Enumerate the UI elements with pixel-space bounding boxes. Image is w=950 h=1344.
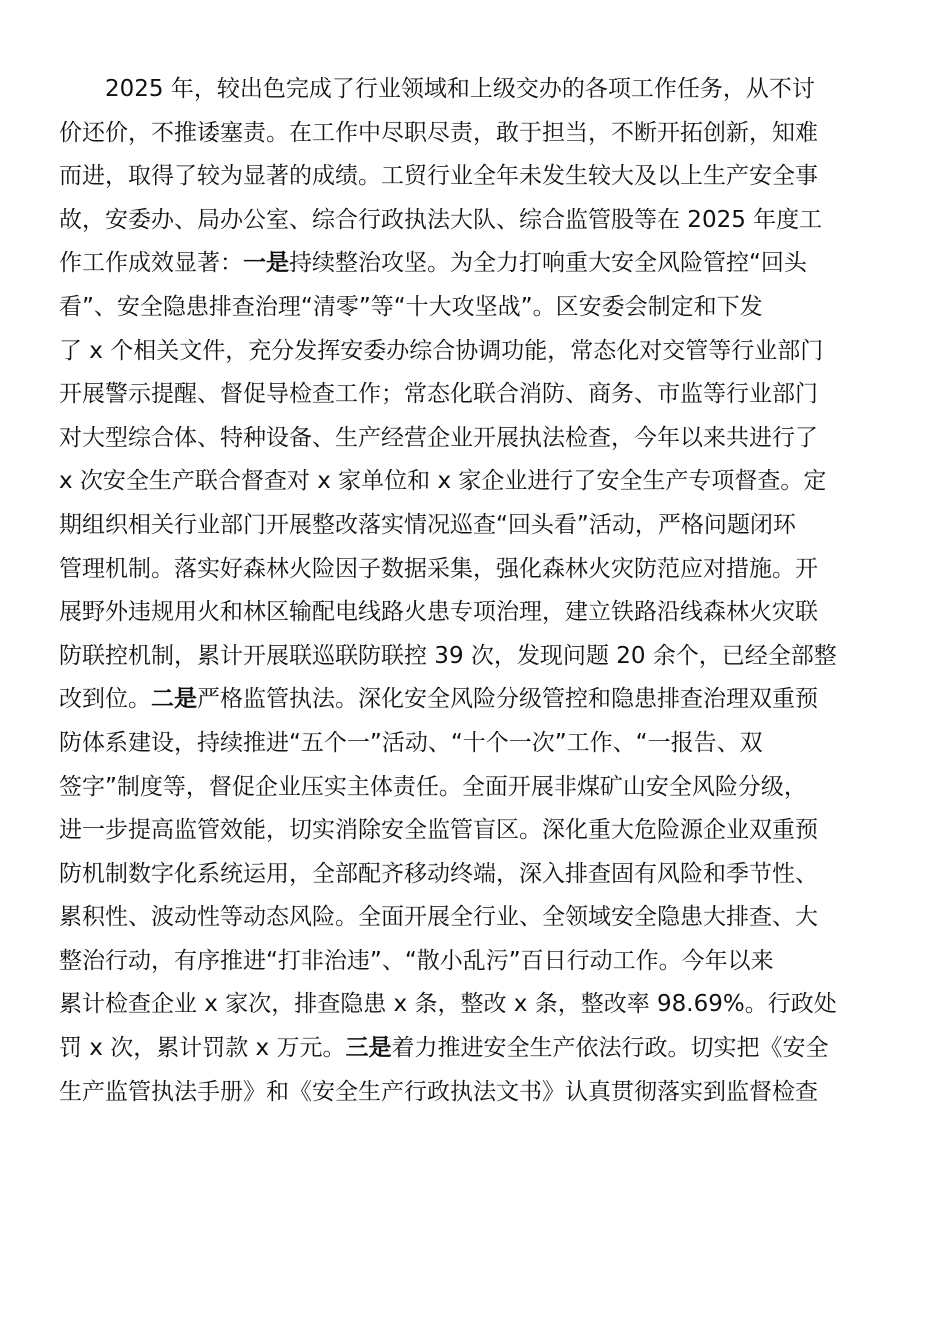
text-line: 整治行动，有序推进“打非治违”、“散小乱污”百日行动工作。今年以来: [59, 947, 774, 974]
text-line: 故，安委办、局办公室、综合行政执法大队、综合监管股等在 2025 年度工: [59, 206, 823, 233]
text-line: 展野外违规用火和林区输配电线路火患专项治理，建立铁路沿线森林火灾联: [59, 599, 818, 626]
text-line: 2025 年，较出色完成了行业领域和上级交办的各项工作任务，从不讨: [105, 76, 815, 102]
section-marker-3: 三是: [345, 1035, 392, 1062]
text-line: 累积性、波动性等动态风险。全面开展全行业、全领域安全隐患大排查、大: [59, 904, 818, 931]
text-line: 价还价，不推诿塞责。在工作中尽职尽责，敢于担当，不断开拓创新，知难: [59, 119, 818, 146]
body-paragraph: [59, 68, 889, 1114]
section-marker-1: 一是: [243, 250, 289, 277]
text-line: 而进，取得了较为显著的成绩。工贸行业全年未发生较大及以上生产安全事: [59, 163, 818, 190]
text-line: 作工作成效显著：一是持续整治攻坚。为全力打响重大安全风险管控“回头: [59, 250, 807, 277]
text-line: 罚 x 次，累计罚款 x 万元。三是着力推进安全生产依法行政。切实把《安全: [59, 1035, 829, 1062]
text-line: 防体系建设，持续推进“五个一”活动、“十个一次”工作、“一报告、双: [59, 729, 763, 756]
text-line: 进一步提高监管效能，切实消除安全监管盲区。深化重大危险源企业双重预: [59, 817, 818, 844]
text-line: x 次安全生产联合督查对 x 家单位和 x 家企业进行了安全生产专项督查。定: [59, 468, 827, 495]
text-line: 签字”制度等，督促企业压实主体责任。全面开展非煤矿山安全风险分级，: [59, 773, 807, 800]
text-line: 开展警示提醒、督促导检查工作；常态化联合消防、商务、市监等行业部门: [59, 381, 818, 408]
text-line: 了 x 个相关文件，充分发挥安委办综合协调功能，常态化对交管等行业部门: [59, 337, 824, 364]
text-line: 改到位。二是严格监管执法。深化安全风险分级管控和隐患排查治理双重预: [59, 686, 818, 713]
text-line: 生产监管执法手册》和《安全生产行政执法文书》认真贯彻落实到监督检查: [59, 1078, 818, 1105]
section-marker-2: 二是: [151, 686, 197, 713]
text-line: 累计检查企业 x 家次，排查隐患 x 条，整改 x 条，整改率 98.69%。行政处: [59, 991, 837, 1018]
text-line: 防联控机制，累计开展联巡联防联控 39 次，发现问题 20 余个，已经全部整: [59, 642, 837, 669]
text-line: 期组织相关行业部门开展整改落实情况巡查“回头看”活动，严格问题闭环: [59, 511, 796, 538]
text-line: 防机制数字化系统运用，全部配齐移动终端，深入排查固有风险和季节性、: [59, 860, 818, 887]
text-line: 对大型综合体、特种设备、生产经营企业开展执法检查，今年以来共进行了: [59, 424, 818, 451]
text-line: 看”、安全隐患排查治理“清零”等“十大攻坚战”。区安委会制定和下发: [59, 293, 763, 320]
text-line: 管理机制。落实好森林火险因子数据采集，强化森林火灾防范应对措施。开: [59, 555, 818, 582]
